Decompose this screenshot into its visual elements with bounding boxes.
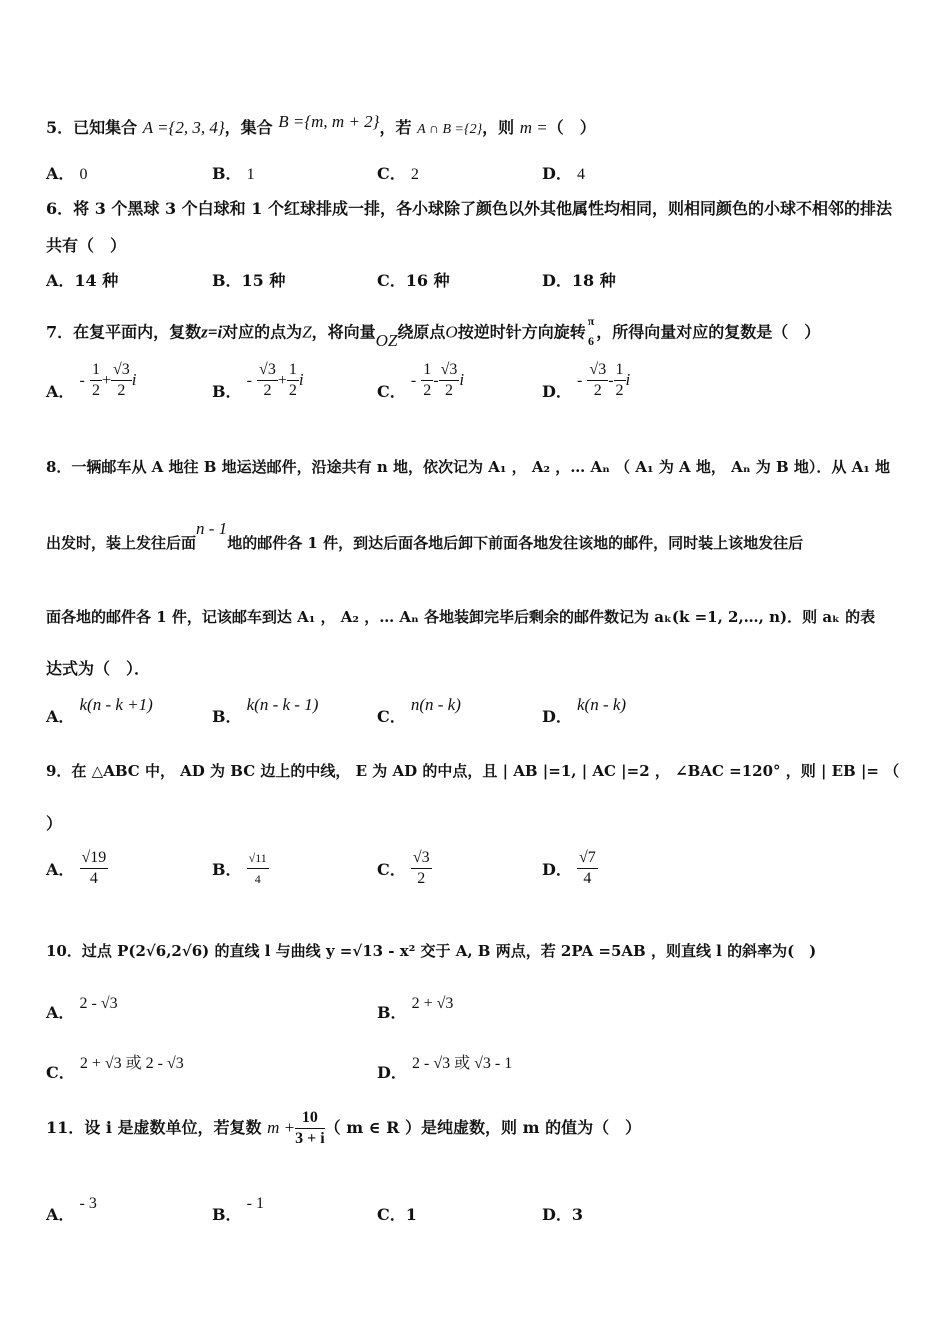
q11-option-c[interactable]: C．1 xyxy=(377,1205,417,1224)
q10-option-b[interactable]: B． 2 + √3 xyxy=(377,995,454,1022)
question-8-line1: 8．一辆邮车从 A 地往 B 地运送邮件，沿途共有 n 地，依次记为 A₁ ， A₂ ，… Aₙ （ A₁ 为 A 地， Aₙ 为 B 地）．从 A₁ 地 xyxy=(46,458,891,476)
q10-option-d[interactable]: D． 2 - √3 或 √3 - 1 xyxy=(377,1055,513,1082)
q8-option-d[interactable]: D． k(n - k) xyxy=(542,695,627,726)
q7-option-c[interactable]: C． - $\frac{1}{2}$ - $\frac{√3}{2}$ i xyxy=(377,361,465,401)
q9-option-c[interactable]: C． $\frac{√3}{2}$ xyxy=(377,849,430,887)
question-9-line2: ） xyxy=(46,814,63,833)
question-5-stem: 5．已知集合 A ={2, 3, 4}，集合 B ={m, m + 2}，若 A ∩ B ={2}，则 m =（ ） xyxy=(46,112,596,137)
q9-option-a[interactable]: A． $\frac{√19}{4}$ xyxy=(46,849,107,887)
q5-option-c[interactable]: C． 2 xyxy=(377,164,419,183)
q6-option-b[interactable]: B．15 种 xyxy=(212,271,286,290)
q11-option-b[interactable]: B． - 1 xyxy=(212,1195,264,1224)
q11-option-a[interactable]: A． - 3 xyxy=(46,1195,97,1224)
question-8-line3: 面各地的邮件各 1 件，记该邮车到达 A₁ ， A₂ ，… Aₙ 各地装卸完毕后剩余的邮件数记为 aₖ(k =1, 2,…, n)．则 aₖ 的表 xyxy=(46,608,876,626)
rotation-angle: π 6 xyxy=(587,314,595,348)
question-8-line2: 出发时，装上发往后面n - 1地的邮件各 1 件，到达后面各地后卸下前面各地发往该地的邮件，同时装上该地发往后 xyxy=(46,519,804,552)
q7-option-a[interactable]: A． - $\frac{1}{2}$ + $\frac{√3}{2}$ i xyxy=(46,361,137,401)
q5-option-d[interactable]: D． 4 xyxy=(542,164,585,183)
q7-option-d[interactable]: D． - $\frac{√3}{2}$ - $\frac{1}{2}$ i xyxy=(542,361,631,401)
q8-option-b[interactable]: B． k(n - k - 1) xyxy=(212,695,319,726)
question-11-stem: 11．设 i 是虚数单位，若复数 m + $\frac{10}{3 + i}$ （ m ∈ R ）是纯虚数，则 m 的值为（ ） xyxy=(46,1109,642,1147)
q5-option-b[interactable]: B． 1 xyxy=(212,164,255,183)
q10-option-a[interactable]: A． 2 - √3 xyxy=(46,995,118,1022)
question-8-line4: 达式为（ ）． xyxy=(46,659,151,678)
question-10-stem: 10．过点 P(2√6,2√6) 的直线 l 与曲线 y =√13 - x² 交于 A, B 两点，若 2PA =5AB ，则直线 l 的斜率为( ) xyxy=(46,942,817,960)
q6-option-d[interactable]: D．18 种 xyxy=(542,271,616,290)
q9-option-d[interactable]: D． $\frac{√7}{4}$ xyxy=(542,849,596,887)
q5-option-a[interactable]: A． 0 xyxy=(46,164,88,183)
q10-option-c[interactable]: C． 2 + √3 或 2 - √3 xyxy=(46,1055,184,1082)
q7-option-b[interactable]: B． - $\frac{√3}{2}$ + $\frac{1}{2}$ i xyxy=(212,361,304,401)
q11-option-d[interactable]: D．3 xyxy=(542,1205,584,1224)
q6-option-a[interactable]: A．14 种 xyxy=(46,271,119,290)
q9-option-b[interactable]: B． $\frac{√11}{4}$ xyxy=(212,848,269,889)
q6-option-c[interactable]: C．16 种 xyxy=(377,271,450,290)
question-6-line1: 6．将 3 个黑球 3 个白球和 1 个红球排成一排，各小球除了颜色以外其他属性均相同，则相同颜色的小球不相邻的排法 xyxy=(46,199,892,218)
question-7-stem: 7．在复平面内，复数z=i对应的点为Z，将向量OZ绕原点O按逆时针方向旋转 π 6 ，所得向量对应的复数是（ ） xyxy=(46,313,820,353)
q8-option-c[interactable]: C． n(n - k) xyxy=(377,695,461,726)
question-6-line2: 共有（ ） xyxy=(46,236,127,255)
question-9-line1: 9．在 △ABC 中， AD 为 BC 边上的中线， E 为 AD 的中点，且 | AB |=1, | AC |=2 ， ∠BAC =120° ，则 | EB |= （ xyxy=(46,762,900,780)
q8-option-a[interactable]: A． k(n - k +1) xyxy=(46,695,153,726)
